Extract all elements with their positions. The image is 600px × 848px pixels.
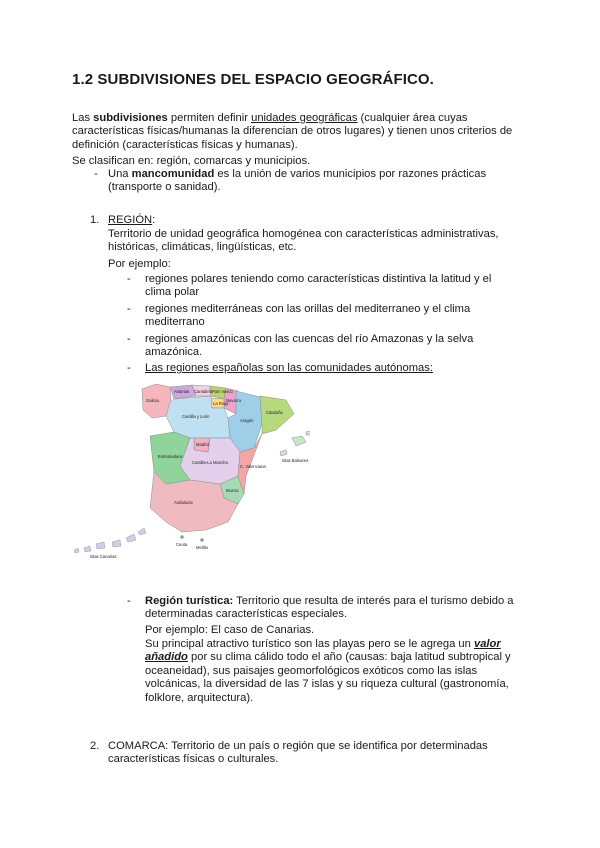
dash-bullet: - <box>127 333 131 345</box>
region-melilla <box>200 538 204 542</box>
map-label-aragon: Aragón <box>240 418 254 423</box>
dash-bullet: - <box>127 362 131 374</box>
map-label-pais-vasco: País Vasco <box>212 389 233 394</box>
region-baleares-mallorca <box>292 436 306 446</box>
region-bullet-espanolas: Las regiones españolas son las comunidades autónomas: <box>145 362 433 374</box>
region-baleares-ibiza <box>280 450 287 456</box>
dash-bullet: - <box>127 273 131 285</box>
region-turistica-item: Región turística: Territorio que resulta de interés para el turismo debido a determinadas características especiales. <box>145 595 514 621</box>
dash-bullet: - <box>127 303 131 315</box>
map-label-castilla-la-mancha: Castilla-La Mancha <box>192 460 228 465</box>
dash-bullet: - <box>94 168 98 180</box>
region-bullet-amazonicas: regiones amazónicas con las cuencas del río Amazonas y la selva amazónica. <box>145 333 474 359</box>
region-canarias-islands <box>74 528 146 553</box>
map-label-andalucia: Andalucía <box>174 500 193 505</box>
map-label-extremadura: Extremadura <box>158 454 182 459</box>
turistica-example: Por ejemplo: El caso de Canarias. <box>145 624 315 636</box>
region-bullet-polares: regiones polares teniendo como características distintiva la latitud y el clima polar <box>145 273 492 299</box>
map-label-baleares: Islas Baleares <box>282 458 309 463</box>
classification-line: Se clasifican en: región, comarcas y municipios. <box>72 155 311 167</box>
region-baleares-menorca <box>306 431 310 435</box>
region-ceuta <box>180 535 184 539</box>
mancomunidad-item: Una mancomunidad es la unión de varios municipios por razones prácticas (transporte o sanidad). <box>108 168 487 194</box>
map-label-castilla-y-leon: Castilla y León <box>182 414 210 419</box>
region-heading: REGIÓN: <box>108 214 156 226</box>
region-definition: Territorio de unidad geográfica homogénea con características administrativas, históricas, climáticas, lingüísticas, etc. <box>108 228 499 254</box>
map-label-canarias: Islas Canarias <box>90 554 117 559</box>
map-label-madrid: Madrid <box>196 442 209 447</box>
map-label-murcia: Murcia <box>226 488 239 493</box>
map-label-cataluna: Cataluña <box>266 410 283 415</box>
map-label-asturias: Asturias <box>174 389 190 394</box>
spain-regions-map <box>70 372 310 560</box>
map-label-valencia: C. Valenciana <box>240 464 266 469</box>
region-cataluna <box>260 396 294 434</box>
map-label-galicia: Galicia <box>146 398 159 403</box>
intro-paragraph: Las subdivisiones permiten definir unidades geográficas (cualquier área cuyas características físicas/humanas la diferencian de otros lugares) y tienen unos criterios de definición (características físicas y humanas). <box>72 112 513 151</box>
comarca-definition: COMARCA: Territorio de un país o región que se identifica por determinadas características físicas o culturales. <box>108 740 488 766</box>
map-label-cantabria: Cantabria <box>194 389 213 394</box>
map-label-navarra: Navarra <box>226 398 241 403</box>
turistica-description: Su principal atractivo turístico son las playas pero se le agrega un valor añadido por su clima cálido todo el año (causas: baja latitud subtropical y oceaneidad), sus paisajes geomorfológicos exóticos como las islas volcánicas, la diversidad de las 7 islas y su riqueza cultural (gastronomía, folklore, arquitectura). <box>145 638 511 704</box>
region-bullet-mediterraneas: regiones mediterráneas con las orillas del mediterraneo y el clima mediterrano <box>145 303 471 329</box>
map-label-la-rioja: La Rioja <box>213 401 229 406</box>
region-number: 1. <box>90 214 100 226</box>
map-label-melilla: Melilla <box>196 545 208 550</box>
map-label-ceuta: Ceuta <box>176 542 188 547</box>
page-title: 1.2 SUBDIVISIONES DEL ESPACIO GEOGRÁFICO. <box>72 71 434 88</box>
region-example-label: Por ejemplo: <box>108 258 171 270</box>
dash-bullet: - <box>127 595 131 607</box>
comarca-number: 2. <box>90 740 100 752</box>
